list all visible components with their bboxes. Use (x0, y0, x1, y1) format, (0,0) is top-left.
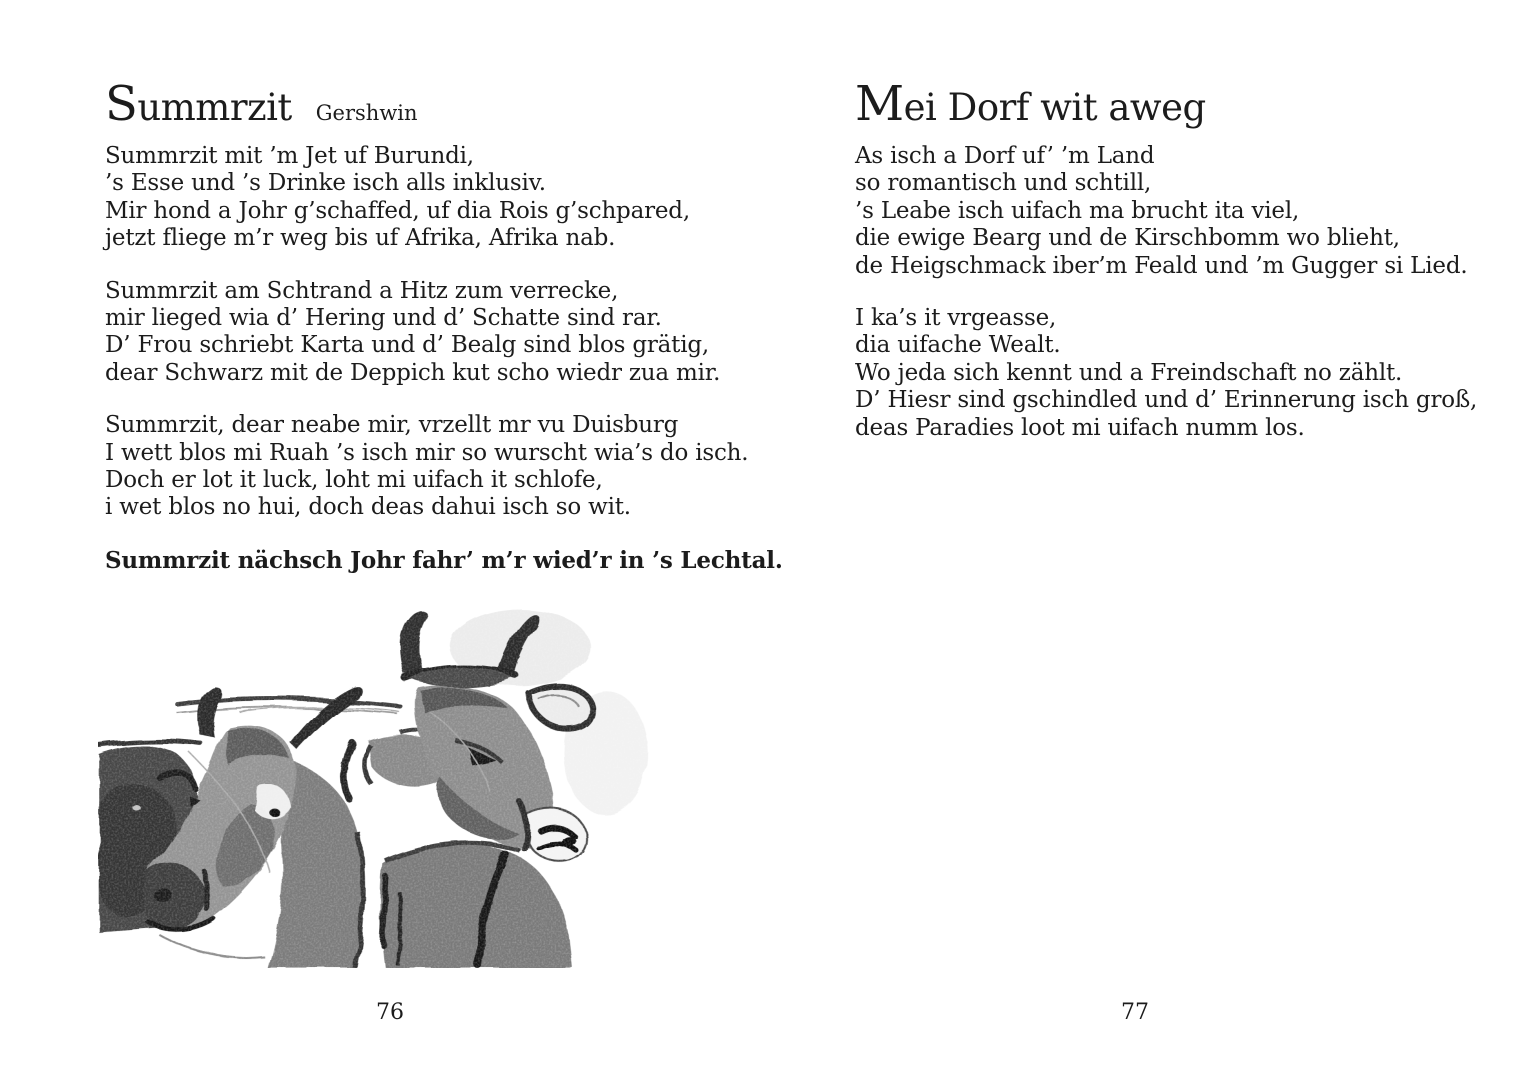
page-number: 76 (376, 1000, 404, 1025)
poem-line: i wet blos no hui, doch deas dahui isch so wit. (105, 494, 631, 521)
poem-refrain: Summrzit nächsch Johr fahr’ m’r wied’r in ’s Lechtal. (105, 546, 783, 574)
poem-right (855, 143, 1477, 467)
poem-line: die ewige Bearg und de Kirschbomm wo blieht, (855, 225, 1400, 252)
poem-line: jetzt fliege m’r weg bis uf Afrika, Afrika nab. (105, 225, 616, 252)
stanza (855, 143, 1477, 280)
poem-line: I wett blos mi Ruah ’s isch mir so wurscht wia’s do isch. (105, 439, 749, 466)
title-subtitle: Gershwin (315, 101, 418, 125)
poem-line: As isch a Dorf uf’ ’m Land (855, 143, 1155, 169)
page-number: 77 (1121, 1000, 1149, 1025)
poem-line: dia uifache Wealt. (855, 332, 1061, 359)
title-rest: ummrzit (137, 86, 292, 129)
poem-line: mir lieged wia d’ Hering und d’ Schatte sind rar. (105, 305, 662, 332)
poem-line: D’ Frou schriebt Karta und d’ Bealg sind blos grätig, (105, 332, 710, 359)
poem-line: ’s Esse und ’s Drinke isch alls inklusiv. (105, 170, 546, 197)
poem-line: so romantisch und schtill, (855, 170, 1152, 197)
poem-line: Wo jeda sich kennt und a Freindschaft no zählt. (855, 359, 1403, 386)
poem-line: ’s Leabe isch uifach ma brucht ita viel, (855, 197, 1300, 224)
poem-left (105, 143, 783, 574)
poem-line: Summrzit am Schtrand a Hitz zum verrecke, (105, 277, 619, 304)
page-right (760, 0, 1521, 1080)
poem-line: Summrzit, dear neabe mir, vrzellt mr vu Duisburg (105, 412, 679, 439)
poem-line: dear Schwarz mit de Deppich kut scho wiedr zua mir. (105, 359, 721, 386)
poem-line: I ka’s it vrgeasse, (855, 305, 1057, 332)
stanza (855, 305, 1477, 442)
poem-line: de Heigschmack iber’m Feald und ’m Gugger si Lied. (855, 252, 1468, 279)
title-initial: S (105, 76, 138, 132)
poem-line: D’ Hiesr sind gschindled und d’ Erinnerung isch groß, (855, 387, 1478, 414)
page-title-left (105, 76, 418, 132)
poem-line: Summrzit mit ’m Jet uf Burundi, (105, 143, 474, 169)
poem-line: Doch er lot it luck, loht mi uifach it schlofe, (105, 467, 603, 494)
stanza (105, 278, 783, 388)
cows-illustration (98, 592, 682, 968)
page-title-right (855, 76, 1206, 132)
title-initial: M (855, 76, 904, 132)
stanza (105, 143, 783, 253)
poem-line: deas Paradies loot mi uifach numm los. (855, 414, 1305, 441)
poem-line: Mir hond a Johr g’schaffed, uf dia Rois g’schpared, (105, 197, 690, 224)
title-rest: ei Dorf wit aweg (903, 86, 1206, 129)
stanza (105, 412, 783, 522)
